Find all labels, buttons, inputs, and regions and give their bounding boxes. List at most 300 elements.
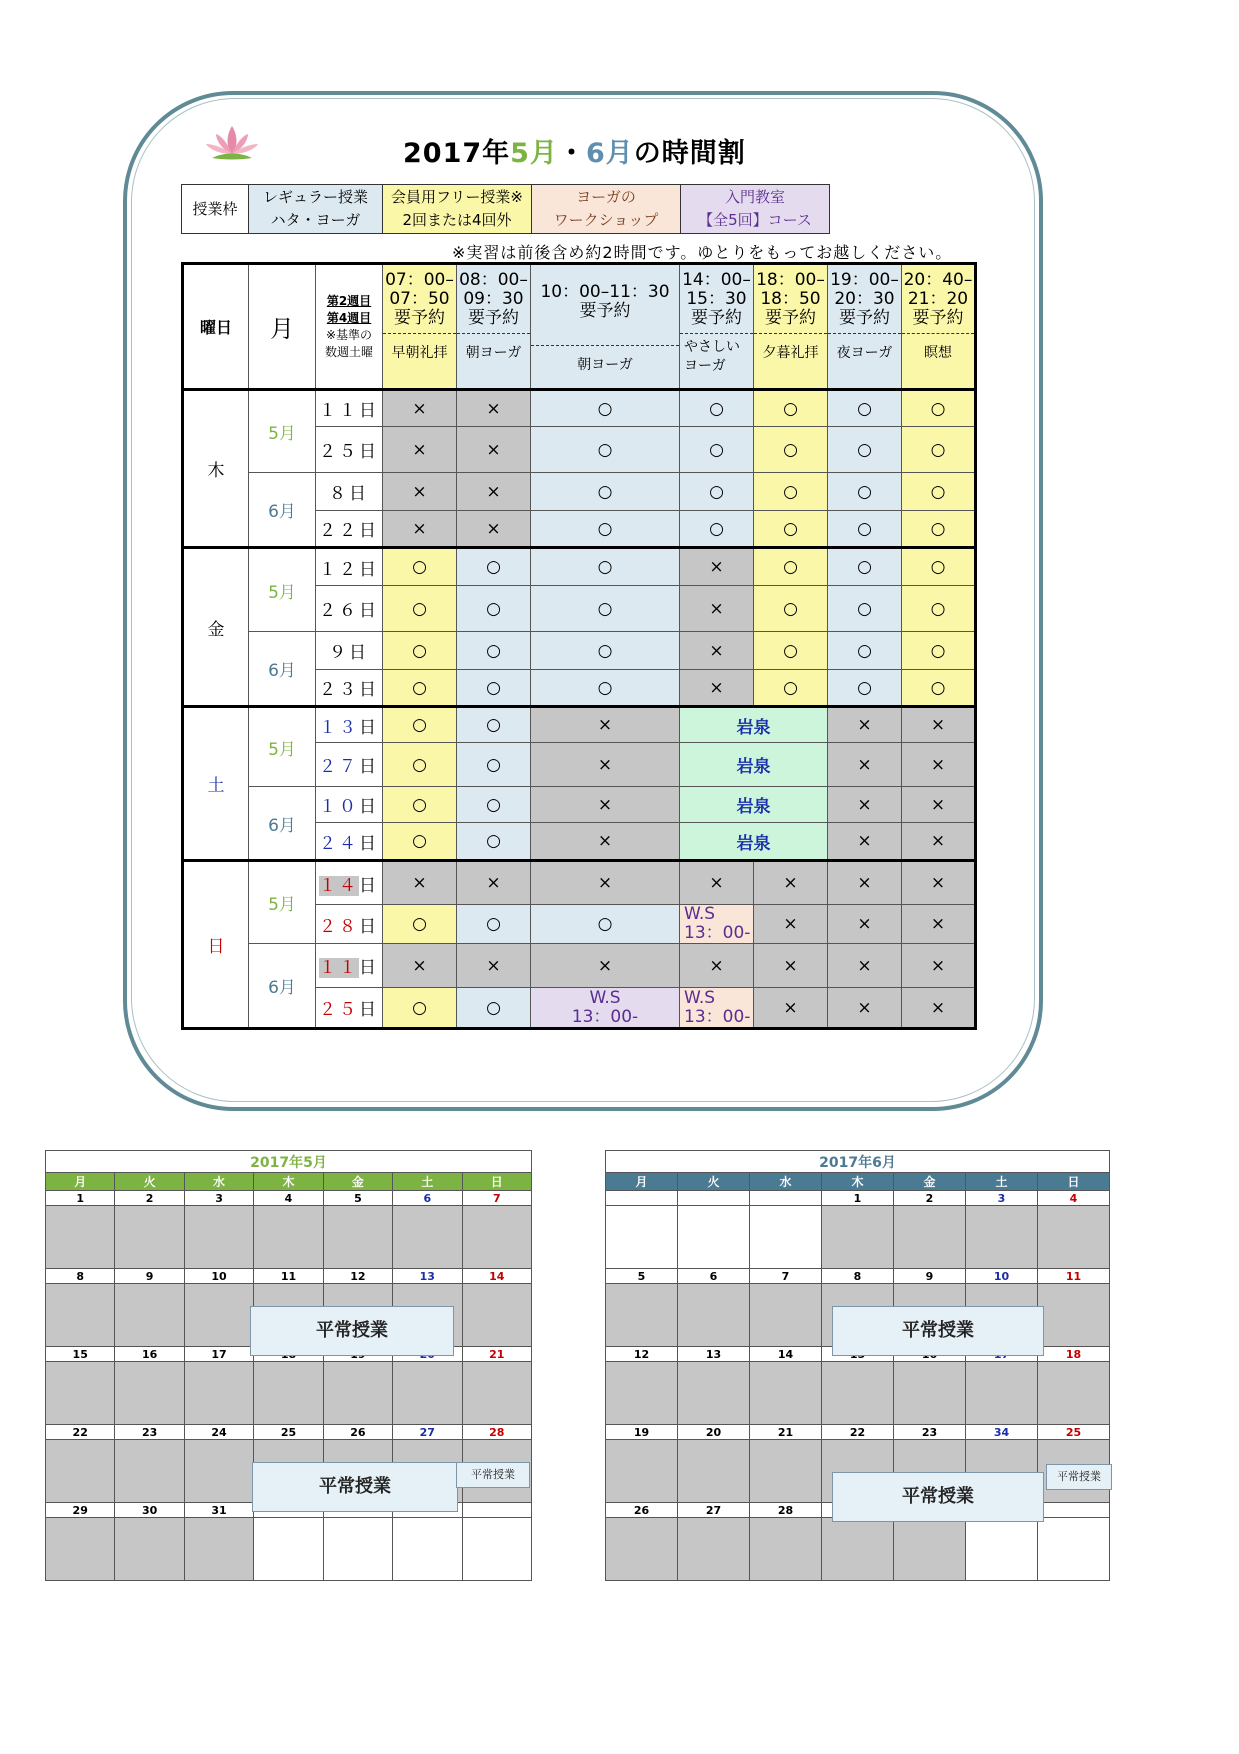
calendar-day-number: 16 bbox=[115, 1347, 184, 1362]
slot-cell: ○ bbox=[902, 632, 976, 670]
slot-cell: × bbox=[902, 861, 976, 905]
slot-cell: ○ bbox=[680, 427, 754, 473]
slot-cell: × bbox=[754, 988, 828, 1029]
calendar-day-box bbox=[966, 1518, 1038, 1581]
slot-cell: ○ bbox=[754, 390, 828, 427]
slot-cell: ○ bbox=[531, 905, 680, 944]
date-cell: １１日 bbox=[316, 390, 383, 427]
calendar-day-number: 27 bbox=[393, 1425, 462, 1440]
slot-cell: × bbox=[828, 743, 902, 787]
calendar-day-box bbox=[750, 1284, 822, 1347]
calendar-day-number: 34 bbox=[966, 1425, 1038, 1440]
calendar-day-box bbox=[184, 1284, 253, 1347]
calendar-day-box bbox=[184, 1206, 253, 1269]
calendar-day-number: 15 bbox=[46, 1347, 115, 1362]
calendar-weekday: 土 bbox=[966, 1173, 1038, 1191]
slot-cell: ○ bbox=[383, 787, 457, 823]
slot-cell: × bbox=[902, 707, 976, 743]
calendar-day-number: 25 bbox=[254, 1425, 323, 1440]
slot-cell: ○ bbox=[902, 473, 976, 511]
slot-cell: ○ bbox=[828, 511, 902, 548]
slot-cell: × bbox=[383, 511, 457, 548]
calendar-day-box bbox=[115, 1284, 184, 1347]
slot-cell: × bbox=[457, 390, 531, 427]
calendar-day-number: 7 bbox=[750, 1269, 822, 1284]
regular-class-label-may-1: 平常授業 bbox=[250, 1306, 454, 1356]
calendar-day-box bbox=[323, 1362, 392, 1425]
slot-cell: ○ bbox=[828, 473, 902, 511]
calendar-weekday: 日 bbox=[462, 1173, 531, 1191]
date-cell: ９日 bbox=[316, 632, 383, 670]
page-title: 2017年5月・6月の時間割 bbox=[403, 138, 746, 169]
slot-cell: ○ bbox=[531, 511, 680, 548]
slot-header-1000: 10：00–11：30 要予約 朝ヨーガ bbox=[531, 264, 680, 390]
calendar-title: 2017年6月 bbox=[606, 1151, 1110, 1173]
calendar-day-box bbox=[323, 1206, 392, 1269]
slot-cell: ○ bbox=[828, 390, 902, 427]
slot-cell: W.S 13：00- bbox=[680, 905, 754, 944]
slot-cell: ○ bbox=[531, 586, 680, 632]
calendar-day-box bbox=[115, 1518, 184, 1581]
month-cell: 5月 bbox=[249, 548, 316, 632]
schedule-row bbox=[183, 944, 976, 988]
month-cell: 6月 bbox=[249, 632, 316, 707]
calendar-title: 2017年5月 bbox=[46, 1151, 532, 1173]
slot-cell: × bbox=[902, 988, 976, 1029]
calendar-day-number: 6 bbox=[678, 1269, 750, 1284]
calendar-day-number: 26 bbox=[606, 1503, 678, 1518]
slot-cell: ○ bbox=[828, 670, 902, 707]
slot-cell: ○ bbox=[828, 427, 902, 473]
month-cell: 5月 bbox=[249, 861, 316, 944]
calendar-day-number: 21 bbox=[750, 1425, 822, 1440]
calendar-weekday: 木 bbox=[822, 1173, 894, 1191]
calendar-weekday: 月 bbox=[606, 1173, 678, 1191]
slot-cell: × bbox=[902, 823, 976, 861]
calendar-day-box bbox=[393, 1362, 462, 1425]
slot-cell: × bbox=[383, 944, 457, 988]
slot-cell: ○ bbox=[680, 473, 754, 511]
slot-cell: × bbox=[531, 823, 680, 861]
slot-cell: ○ bbox=[531, 548, 680, 586]
calendar-day-box bbox=[1038, 1362, 1110, 1425]
slot-cell: ○ bbox=[457, 586, 531, 632]
calendar-weekday: 土 bbox=[393, 1173, 462, 1191]
calendar-weekday: 金 bbox=[894, 1173, 966, 1191]
slot-cell: ○ bbox=[902, 670, 976, 707]
calendar-day-box bbox=[1038, 1518, 1110, 1581]
calendar-day-number: 4 bbox=[1038, 1191, 1110, 1206]
month-cell: 6月 bbox=[249, 473, 316, 548]
calendar-day-number: 27 bbox=[678, 1503, 750, 1518]
calendar-day-number: 22 bbox=[822, 1425, 894, 1440]
calendar-day-box bbox=[606, 1518, 678, 1581]
calendar-day-number: 26 bbox=[323, 1425, 392, 1440]
calendar-day-number: 28 bbox=[750, 1503, 822, 1518]
calendar-day-number: 1 bbox=[822, 1191, 894, 1206]
slot-cell: × bbox=[902, 743, 976, 787]
calendar-day-number bbox=[606, 1191, 678, 1206]
calendar-day-box bbox=[184, 1518, 253, 1581]
slot-cell: × bbox=[383, 390, 457, 427]
calendar-day-box bbox=[822, 1206, 894, 1269]
calendar-day-number: 14 bbox=[750, 1347, 822, 1362]
legend-workshop: ヨーガの ワークショップ bbox=[532, 185, 681, 234]
slot-cell: × bbox=[383, 473, 457, 511]
weekday-cell: 木 bbox=[183, 390, 249, 548]
calendar-day-box bbox=[966, 1206, 1038, 1269]
slot-cell: × bbox=[902, 944, 976, 988]
calendar-day-box bbox=[323, 1518, 392, 1581]
slot-cell: ○ bbox=[754, 427, 828, 473]
slot-cell: ○ bbox=[457, 707, 531, 743]
calendar-may bbox=[45, 1150, 532, 1581]
calendar-day-box bbox=[254, 1206, 323, 1269]
slot-cell: ○ bbox=[457, 548, 531, 586]
calendar-day-box bbox=[46, 1518, 115, 1581]
slot-cell: ○ bbox=[754, 632, 828, 670]
calendar-day-number: 3 bbox=[966, 1191, 1038, 1206]
calendar-day-number: 13 bbox=[393, 1269, 462, 1284]
calendar-day-number: 21 bbox=[462, 1347, 531, 1362]
slot-cell: ○ bbox=[902, 511, 976, 548]
slot-cell: × bbox=[531, 743, 680, 787]
regular-class-label-june-2: 平常授業 bbox=[832, 1472, 1044, 1522]
slot-header-0700: 07：00– 07：50 要予約 早朝礼拝 bbox=[383, 264, 457, 390]
calendar-day-box bbox=[606, 1206, 678, 1269]
calendar-day-number bbox=[462, 1503, 531, 1518]
slot-cell: × bbox=[754, 861, 828, 905]
calendar-day-number: 10 bbox=[184, 1269, 253, 1284]
regular-class-label-june-1: 平常授業 bbox=[832, 1306, 1044, 1356]
schedule-row bbox=[183, 707, 976, 743]
calendar-day-box bbox=[678, 1518, 750, 1581]
slot-cell: × bbox=[754, 905, 828, 944]
calendar-day-box bbox=[1038, 1206, 1110, 1269]
regular-class-label-may-3: 平常授業 bbox=[456, 1462, 530, 1488]
calendar-day-box bbox=[254, 1362, 323, 1425]
calendar-day-number: 24 bbox=[184, 1425, 253, 1440]
calendar-day-box bbox=[678, 1284, 750, 1347]
calendar-day-number: 6 bbox=[393, 1191, 462, 1206]
calendar-day-number: 31 bbox=[184, 1503, 253, 1518]
calendar-day-box bbox=[46, 1362, 115, 1425]
month-cell: 5月 bbox=[249, 390, 316, 473]
slot-cell: × bbox=[828, 707, 902, 743]
calendar-day-box bbox=[46, 1284, 115, 1347]
slot-cell: × bbox=[531, 861, 680, 905]
calendar-day-number: 2 bbox=[115, 1191, 184, 1206]
practice-note: ※実習は前後含め約2時間です。ゆとりをもってお越しください。 bbox=[452, 243, 953, 262]
date-cell: １２日 bbox=[316, 548, 383, 586]
schedule-row bbox=[183, 632, 976, 670]
calendar-day-number: 25 bbox=[1038, 1425, 1110, 1440]
calendar-day-number: 14 bbox=[462, 1269, 531, 1284]
calendar-day-number: 23 bbox=[894, 1425, 966, 1440]
calendar-day-box bbox=[1038, 1284, 1110, 1347]
calendar-day-box bbox=[894, 1518, 966, 1581]
calendar-day-number bbox=[1038, 1503, 1110, 1518]
slot-cell: ○ bbox=[531, 473, 680, 511]
date-cell: ２７日 bbox=[316, 743, 383, 787]
slot-cell: ○ bbox=[754, 670, 828, 707]
date-cell: １１日 bbox=[316, 944, 383, 988]
slot-cell: ○ bbox=[383, 823, 457, 861]
calendar-weekday: 火 bbox=[678, 1173, 750, 1191]
calendar-day-number: 19 bbox=[606, 1425, 678, 1440]
calendar-day-box bbox=[750, 1206, 822, 1269]
calendar-day-number: 11 bbox=[1038, 1269, 1110, 1284]
calendar-day-number bbox=[678, 1191, 750, 1206]
calendar-day-number: 5 bbox=[323, 1191, 392, 1206]
slot-cell: × bbox=[531, 787, 680, 823]
slot-cell: × bbox=[457, 473, 531, 511]
slot-cell: ○ bbox=[383, 670, 457, 707]
regular-class-label-june-3: 平常授業 bbox=[1046, 1464, 1112, 1490]
slot-cell: × bbox=[754, 944, 828, 988]
weekday-cell: 金 bbox=[183, 548, 249, 707]
slot-cell: × bbox=[680, 548, 754, 586]
calendar-day-number: 9 bbox=[894, 1269, 966, 1284]
date-cell: ８日 bbox=[316, 473, 383, 511]
calendar-day-box bbox=[606, 1362, 678, 1425]
legend-regular: レギュラー授業 ハタ・ヨーガ bbox=[249, 185, 383, 234]
slot-cell: ○ bbox=[383, 707, 457, 743]
slot-cell: ○ bbox=[902, 390, 976, 427]
date-cell: １３日 bbox=[316, 707, 383, 743]
calendar-day-number: 11 bbox=[254, 1269, 323, 1284]
calendar-day-box bbox=[115, 1440, 184, 1503]
weekday-cell: 土 bbox=[183, 707, 249, 861]
iwaizumi-cell: 岩泉 bbox=[680, 707, 828, 743]
calendar-day-number: 10 bbox=[966, 1269, 1038, 1284]
calendar-day-number: 30 bbox=[115, 1503, 184, 1518]
slot-cell: ○ bbox=[754, 511, 828, 548]
weekday-cell: 日 bbox=[183, 861, 249, 1029]
slot-cell: ○ bbox=[383, 743, 457, 787]
iwaizumi-cell: 岩泉 bbox=[680, 787, 828, 823]
date-cell: １０日 bbox=[316, 787, 383, 823]
slot-cell: × bbox=[531, 944, 680, 988]
calendar-day-box bbox=[750, 1518, 822, 1581]
slot-cell: × bbox=[680, 861, 754, 905]
slot-cell: ○ bbox=[457, 787, 531, 823]
calendar-day-box bbox=[750, 1362, 822, 1425]
slot-cell: ○ bbox=[457, 632, 531, 670]
calendar-day-box bbox=[606, 1284, 678, 1347]
calendar-weekday: 金 bbox=[323, 1173, 392, 1191]
calendar-day-box bbox=[46, 1206, 115, 1269]
calendar-day-box bbox=[822, 1362, 894, 1425]
schedule-row bbox=[183, 787, 976, 823]
calendar-day-number: 13 bbox=[678, 1347, 750, 1362]
iwaizumi-cell: 岩泉 bbox=[680, 743, 828, 787]
slot-cell: ○ bbox=[531, 632, 680, 670]
slot-cell: × bbox=[457, 427, 531, 473]
slot-cell: ○ bbox=[754, 473, 828, 511]
slot-header-1400: 14：00– 15：30 要予約 やさしい ヨーガ bbox=[680, 264, 754, 390]
calendar-day-box bbox=[678, 1206, 750, 1269]
calendar-day-number: 12 bbox=[323, 1269, 392, 1284]
calendar-day-number bbox=[750, 1191, 822, 1206]
calendar-day-box bbox=[115, 1206, 184, 1269]
calendar-day-number: 29 bbox=[46, 1503, 115, 1518]
slot-cell: ○ bbox=[383, 988, 457, 1029]
calendar-day-box bbox=[678, 1362, 750, 1425]
calendar-day-number: 1 bbox=[46, 1191, 115, 1206]
slot-cell: × bbox=[680, 670, 754, 707]
slot-header-1900: 19：00– 20：30 要予約 夜ヨーガ bbox=[828, 264, 902, 390]
date-cell: ２５日 bbox=[316, 988, 383, 1029]
slot-cell: ○ bbox=[828, 548, 902, 586]
calendar-day-number: 18 bbox=[1038, 1347, 1110, 1362]
calendar-day-box bbox=[184, 1362, 253, 1425]
calendar-weekday: 木 bbox=[254, 1173, 323, 1191]
calendar-weekday: 水 bbox=[184, 1173, 253, 1191]
calendar-weekday: 火 bbox=[115, 1173, 184, 1191]
slot-cell: × bbox=[680, 632, 754, 670]
calendar-day-box bbox=[46, 1440, 115, 1503]
slot-cell: × bbox=[828, 905, 902, 944]
slot-cell: ○ bbox=[902, 586, 976, 632]
slot-cell: × bbox=[457, 861, 531, 905]
calendar-day-box bbox=[462, 1518, 531, 1581]
date-cell: ２８日 bbox=[316, 905, 383, 944]
slot-cell: × bbox=[828, 861, 902, 905]
calendar-weekday: 日 bbox=[1038, 1173, 1110, 1191]
calendar-day-box bbox=[462, 1206, 531, 1269]
date-cell: ２４日 bbox=[316, 823, 383, 861]
date-cell: ２２日 bbox=[316, 511, 383, 548]
slot-cell: × bbox=[828, 944, 902, 988]
slot-cell: × bbox=[383, 861, 457, 905]
slot-cell: × bbox=[680, 944, 754, 988]
calendar-day-box bbox=[966, 1362, 1038, 1425]
calendar-day-box bbox=[393, 1518, 462, 1581]
slot-cell: × bbox=[828, 988, 902, 1029]
header-month: 月 bbox=[249, 264, 316, 390]
slot-cell: ○ bbox=[383, 632, 457, 670]
calendar-day-box bbox=[750, 1440, 822, 1503]
slot-cell: ○ bbox=[457, 905, 531, 944]
slot-cell: ○ bbox=[902, 427, 976, 473]
calendar-day-number: 17 bbox=[184, 1347, 253, 1362]
slot-cell: ○ bbox=[828, 586, 902, 632]
calendar-day-number: 22 bbox=[46, 1425, 115, 1440]
schedule-row bbox=[183, 861, 976, 905]
calendar-day-box bbox=[822, 1518, 894, 1581]
slot-cell: ○ bbox=[383, 905, 457, 944]
class-type-legend bbox=[181, 184, 830, 234]
date-cell: ２３日 bbox=[316, 670, 383, 707]
date-cell: ２６日 bbox=[316, 586, 383, 632]
month-cell: 6月 bbox=[249, 787, 316, 861]
schedule-row bbox=[183, 390, 976, 427]
calendar-day-box bbox=[894, 1206, 966, 1269]
slot-cell: × bbox=[902, 787, 976, 823]
slot-cell: × bbox=[457, 511, 531, 548]
slot-header-1800: 18：00– 18：50 要予約 夕暮礼拝 bbox=[754, 264, 828, 390]
slot-cell: W.S 13：00- bbox=[531, 988, 680, 1029]
slot-cell: ○ bbox=[828, 632, 902, 670]
date-cell: １４日 bbox=[316, 861, 383, 905]
slot-cell: ○ bbox=[902, 548, 976, 586]
calendar-day-number: 23 bbox=[115, 1425, 184, 1440]
iwaizumi-cell: 岩泉 bbox=[680, 823, 828, 861]
schedule-row bbox=[183, 473, 976, 511]
schedule-row bbox=[183, 548, 976, 586]
calendar-day-number: 28 bbox=[462, 1425, 531, 1440]
slot-cell: ○ bbox=[383, 548, 457, 586]
slot-cell: ○ bbox=[531, 427, 680, 473]
slot-cell: ○ bbox=[754, 586, 828, 632]
calendar-day-box bbox=[393, 1206, 462, 1269]
month-cell: 5月 bbox=[249, 707, 316, 787]
slot-cell: × bbox=[828, 787, 902, 823]
slot-cell: × bbox=[902, 905, 976, 944]
calendar-day-number: 5 bbox=[606, 1269, 678, 1284]
slot-cell: ○ bbox=[383, 586, 457, 632]
lotus-icon bbox=[204, 122, 260, 162]
slot-cell: × bbox=[680, 586, 754, 632]
legend-label: 授業枠 bbox=[182, 185, 249, 234]
legend-free: 会員用フリー授業※ 2回または4回外 bbox=[383, 185, 532, 234]
slot-cell: ○ bbox=[531, 670, 680, 707]
slot-cell: ○ bbox=[531, 390, 680, 427]
calendar-day-box bbox=[894, 1362, 966, 1425]
calendar-day-box bbox=[115, 1362, 184, 1425]
calendar-day-number: 9 bbox=[115, 1269, 184, 1284]
calendar-day-box bbox=[254, 1518, 323, 1581]
calendar-day-box bbox=[678, 1440, 750, 1503]
schedule-table bbox=[181, 262, 977, 1030]
slot-header-2040: 20：40– 21：20 要予約 瞑想 bbox=[902, 264, 976, 390]
calendar-day-number: 8 bbox=[46, 1269, 115, 1284]
calendar-day-box bbox=[462, 1362, 531, 1425]
calendar-day-box bbox=[184, 1440, 253, 1503]
slot-header-0800: 08：00– 09：30 要予約 朝ヨーガ bbox=[457, 264, 531, 390]
slot-cell: ○ bbox=[754, 548, 828, 586]
header-weekday: 曜日 bbox=[183, 264, 249, 390]
calendar-day-number: 4 bbox=[254, 1191, 323, 1206]
calendar-weekday: 月 bbox=[46, 1173, 115, 1191]
slot-cell: ○ bbox=[680, 390, 754, 427]
slot-cell: ○ bbox=[457, 743, 531, 787]
calendar-day-number: 12 bbox=[606, 1347, 678, 1362]
calendar-weekday: 水 bbox=[750, 1173, 822, 1191]
month-cell: 6月 bbox=[249, 944, 316, 1029]
slot-cell: × bbox=[828, 823, 902, 861]
slot-cell: ○ bbox=[457, 823, 531, 861]
date-cell: ２５日 bbox=[316, 427, 383, 473]
legend-intro: 入門教室 【全5回】コース bbox=[681, 185, 830, 234]
calendar-day-number: 20 bbox=[678, 1425, 750, 1440]
slot-cell: ○ bbox=[457, 670, 531, 707]
slot-cell: ○ bbox=[457, 988, 531, 1029]
calendar-day-box bbox=[462, 1284, 531, 1347]
calendar-day-number: 8 bbox=[822, 1269, 894, 1284]
calendar-day-box bbox=[606, 1440, 678, 1503]
slot-cell: ○ bbox=[680, 511, 754, 548]
regular-class-label-may-2: 平常授業 bbox=[252, 1462, 458, 1512]
slot-cell: × bbox=[383, 427, 457, 473]
slot-cell: × bbox=[531, 707, 680, 743]
calendar-day-number: 3 bbox=[184, 1191, 253, 1206]
slot-cell: W.S 13：00- bbox=[680, 988, 754, 1029]
calendar-day-number: 7 bbox=[462, 1191, 531, 1206]
slot-cell: × bbox=[457, 944, 531, 988]
header-week-note: 第2週目 第4週目 ※基準の 数週土曜 bbox=[316, 264, 383, 390]
